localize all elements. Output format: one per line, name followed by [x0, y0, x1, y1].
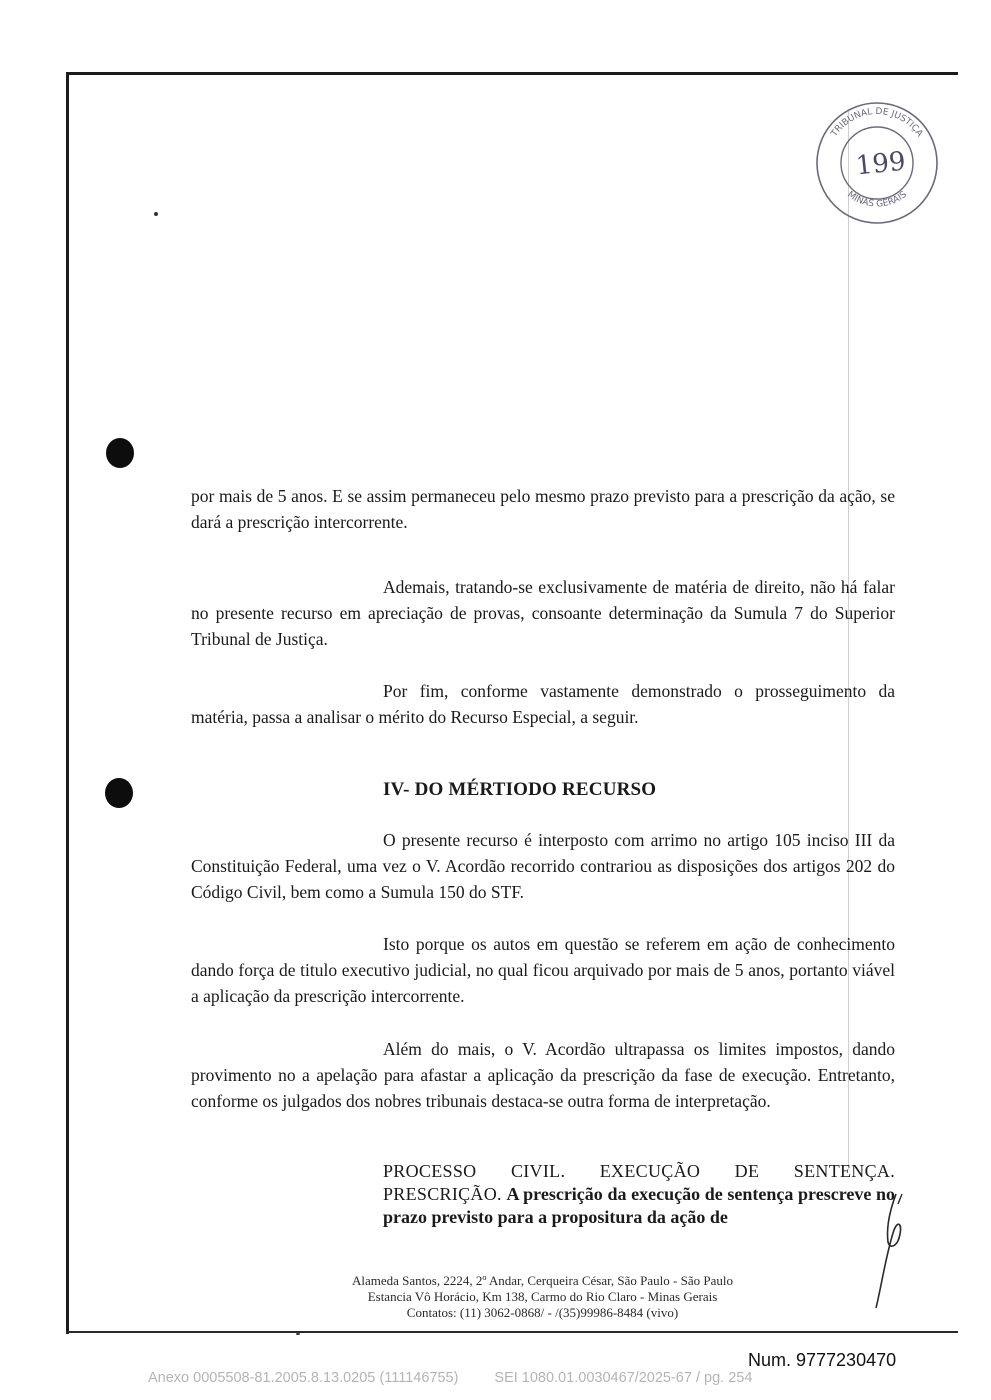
- footer-address-line: Alameda Santos, 2224, 2º Andar, Cerqueira César, São Paulo - São Paulo: [351, 1273, 733, 1288]
- annex-id: Anexo 0005508-81.2005.8.13.0205 (111146755): [148, 1370, 459, 1386]
- scan-speck: [154, 212, 158, 216]
- page-border-left: [66, 72, 69, 1334]
- svg-text:TRIBUNAL DE JUSTIÇA: [829, 107, 925, 140]
- annex-reference: [148, 1370, 752, 1386]
- section-heading: IV- DO MÉRTIODO RECURSO: [383, 779, 657, 800]
- svg-text:MINAS GERAIS: [845, 190, 909, 210]
- paragraph-por-fim: Por fim, conforme vastamente demonstrado o prosseguimento da matéria, passa a analisar o mérito do Recurso Especial, a seguir.: [191, 681, 895, 727]
- quote-bold-text: A prescrição da execução de sentença prescreve no prazo previsto para a propositura da ação de: [383, 1184, 896, 1227]
- court-stamp: [814, 100, 940, 226]
- scan-speck: [296, 1333, 300, 1335]
- punch-hole-bottom: [105, 778, 133, 808]
- quote-caps-text: PROCESSO CIVIL. EXECUÇÃO DE SENTENÇA. PRESCRIÇÃO.: [383, 1161, 895, 1204]
- punch-hole-top: [106, 438, 134, 468]
- page-border-top: [66, 72, 958, 75]
- footer-address: [290, 1273, 795, 1321]
- paragraph-alem-do-mais: Além do mais, o V. Acordão ultrapassa os limites impostos, dando provimento no a apelação para afastar a aplicação da prescrição da fase de execução. Entretanto, conforme os julgados dos nobres tribunais destaca-se outra forma de interpretação.: [191, 1039, 895, 1111]
- paragraph-ademais: Ademais, tratando-se exclusivamente de matéria de direito, não há falar no presente recurso em apreciação de provas, consoante determinação da Sumula 7 do Superior Tribunal de Justiça.: [191, 577, 895, 649]
- page-border-bottom: [66, 1331, 958, 1333]
- paragraph-isto-porque: Isto porque os autos em questão se referem em ação de conhecimento dando força de titulo executivo judicial, no qual ficou arquivado por mais de 5 anos, portanto viável a aplicação da prescrição intercorrente.: [191, 934, 895, 1006]
- handwritten-signature: [868, 1190, 918, 1310]
- jurisprudence-quote: [383, 1160, 895, 1229]
- footer-address-line: Estancia Vô Horácio, Km 138, Carmo do Rio Claro - Minas Gerais: [367, 1289, 718, 1304]
- stamp-ring-top-text: TRIBUNAL DE JUSTIÇA: [829, 106, 925, 139]
- paragraph-continuation: por mais de 5 anos. E se assim permaneceu pelo mesmo prazo previsto para a prescrição da ação, se dará a prescrição intercorrente.: [191, 486, 895, 532]
- stamp-ring-bottom-text: MINAS GERAIS: [845, 189, 909, 210]
- footer-contacts-line: Contatos: (11) 3062-0868/ - /(35)99986-8484 (vivo): [406, 1305, 679, 1320]
- stamp-number: 199: [854, 146, 908, 182]
- sei-page-ref: SEI 1080.01.0030467/2025-67 / pg. 254: [494, 1370, 753, 1386]
- document-number: Num. 9777230470: [748, 1350, 897, 1370]
- paragraph-presente-recurso: O presente recurso é interposto com arrimo no artigo 105 inciso III da Constituição Federal, uma vez o V. Acordão recorrido contrariou as disposições dos artigos 202 do Código Civil, bem como a Sumula 150 do STF.: [191, 830, 895, 902]
